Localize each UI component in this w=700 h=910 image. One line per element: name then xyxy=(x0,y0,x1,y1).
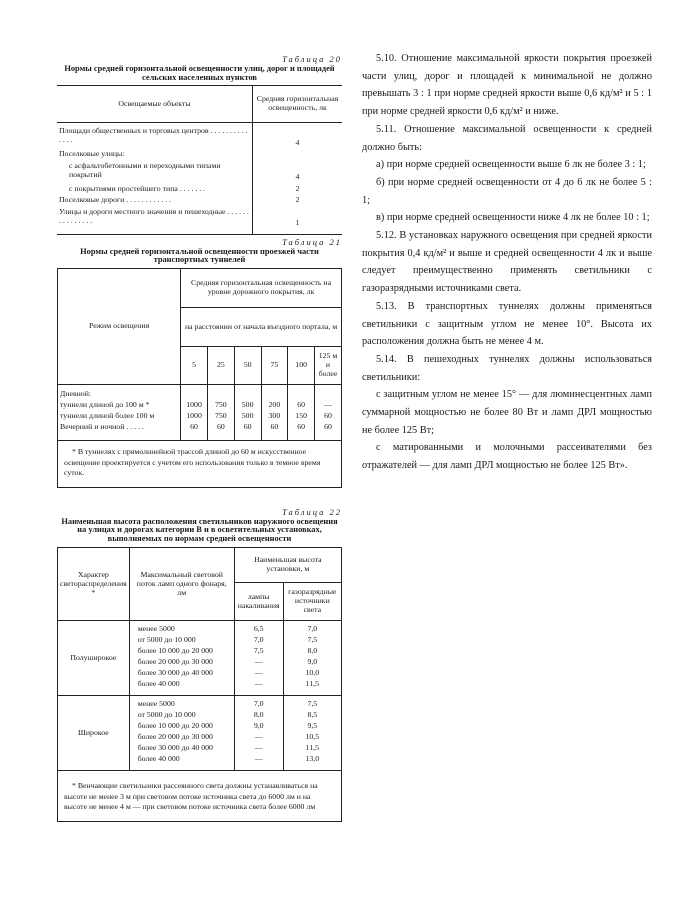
table21-value: — xyxy=(324,400,332,410)
table22-incand: — xyxy=(254,743,263,753)
paragraph-5-11-a: а) при норме средней освещенности выше 6 лк не более 3 : 1; xyxy=(376,159,646,171)
table21-title: Нормы средней горизонтальной освещенности проезжей части транспортных туннелей xyxy=(80,246,319,265)
left-column xyxy=(57,55,342,822)
table22-title: Наименьшая высота расположения светильников наружного освещения на улицах и дорогах категории В и в осветительных установках, выполняемых по нормам средней освещенности xyxy=(61,516,338,544)
table22-incand: — xyxy=(254,754,263,764)
table21-value: 300 xyxy=(268,411,281,421)
table21-value: 60 xyxy=(216,422,225,432)
paragraph-5-14: 5.14. В пешеходных туннелях должны использоваться светильники: xyxy=(362,353,652,383)
table21 xyxy=(57,268,342,441)
table22-gas: 9,5 xyxy=(307,721,318,731)
table22-incand: 7,5 xyxy=(253,646,264,656)
paragraph-5-12: 5.12. В установках наружного освещения при средней яркости покрытия 0,4 кд/м² и выше и средней освещенности 4 лк и выше следует преимущественно применять светильники с газоразрядными источниками света. xyxy=(362,230,652,295)
table20-row-label: Площади общественных и торговых центров . . . . . . . . . . . . . . xyxy=(59,126,248,145)
table20-values xyxy=(253,123,343,235)
table21-value: 60 xyxy=(297,422,306,432)
table21-value: 60 xyxy=(190,422,198,432)
table22-flux: более 40 000 xyxy=(137,754,180,764)
table20-row-label: Улицы и дороги местного значения и пешеходные . . . . . . . . . . . . . . . xyxy=(59,206,249,225)
table22-gas: 13,0 xyxy=(305,754,320,764)
table20-row-value: 2 xyxy=(295,195,300,205)
paragraph-5-11: 5.11. Отношение максимальной освещенности к средней должно быть: xyxy=(362,123,652,153)
table22-incand-list xyxy=(234,696,283,771)
table20-row-value xyxy=(255,150,340,162)
table22-flux: более 20 000 до 30 000 xyxy=(137,657,213,667)
table20-row-value: 1 xyxy=(295,218,300,228)
table21-caption: Таблица 21 xyxy=(282,236,342,247)
table22-gas: 7,5 xyxy=(307,699,318,709)
table22-caption: Таблица 22 xyxy=(282,506,342,517)
table22-gas: 7,5 xyxy=(307,635,318,645)
table20-row-value: 2 xyxy=(295,183,300,193)
table22-flux-list xyxy=(129,696,234,771)
table22-flux: более 30 000 до 40 000 xyxy=(137,743,213,753)
table21-value: 750 xyxy=(215,400,227,410)
table20-row-label: Поселковые улицы: xyxy=(59,149,125,159)
table22-group-name: Широкое xyxy=(58,696,130,771)
table21-value: 1000 xyxy=(186,400,202,410)
table22-incand: 6,5 xyxy=(253,624,264,634)
table21-value: 150 xyxy=(295,411,307,421)
table22-incand: — xyxy=(254,732,263,742)
table22-incand: — xyxy=(254,668,263,678)
table22-gas-list xyxy=(283,696,341,771)
table22-flux: менее 5000 xyxy=(137,699,175,709)
table22-col-char: Характер светораспределения * xyxy=(58,548,130,621)
paragraph-5-11-c: в) при норме средней освещенности ниже 4 лк не более 10 : 1; xyxy=(376,212,650,224)
table22-flux: от 5000 до 10 000 xyxy=(137,635,196,645)
table21-value: 500 xyxy=(241,400,254,410)
table22-incand: — xyxy=(254,657,263,667)
paragraph-5-11-b: б) при норме средней освещенности от 4 до 6 лк не более 5 : 1; xyxy=(362,176,652,206)
table20-col-norm: Средняя горизонтальная освещенность, лк xyxy=(253,86,343,123)
table22-incand-list xyxy=(234,621,283,696)
table22-note: * Венчающие светильники рассеянного света должны устанавливаться на высоте не менее 3 м при световом потоке источника света до 6000 лм и на высоте не менее 4 м — при световом потоке источника света более 6000 лм xyxy=(57,771,342,822)
table22-flux: более 20 000 до 30 000 xyxy=(137,732,213,742)
table20 xyxy=(57,85,342,235)
right-column xyxy=(362,50,652,475)
table22-gas: 11,5 xyxy=(305,679,319,689)
table22-gas: 7,0 xyxy=(307,624,318,634)
table21-value: 1000 xyxy=(186,411,202,421)
table21-mode: Дневной: xyxy=(60,389,92,399)
table20-row-label: с покрытиями простейшего типа . . . . . . . xyxy=(69,183,206,193)
table22-flux: более 30 000 до 40 000 xyxy=(137,668,213,678)
table22-group-name: Полуширокое xyxy=(58,621,130,696)
table21-value: 60 xyxy=(270,422,279,432)
table21-value: 60 xyxy=(297,400,306,410)
table21-value: 200 xyxy=(268,400,281,410)
table22-incand: — xyxy=(254,679,263,689)
table22-incand: 9,0 xyxy=(253,721,264,731)
table22-flux: от 5000 до 10 000 xyxy=(137,710,196,720)
table21-col-avg: Средняя горизонтальная освещенность на уровне дорожного покрытия, лк xyxy=(181,269,342,308)
table20-row-label: Поселковые дороги . . . . . . . . . . . . xyxy=(59,195,172,205)
table21-col-dist: на расстоянии от начала въездного портала, м xyxy=(181,308,342,347)
table21-mode: туннели длиной более 100 м xyxy=(60,411,155,421)
table22-gas: 8,0 xyxy=(307,646,318,656)
table22-gas: 9,0 xyxy=(307,657,318,667)
table21-dist: 75 xyxy=(261,347,288,385)
table22-gas: 11,5 xyxy=(305,743,319,753)
table22-incand: 8,0 xyxy=(253,710,264,720)
table21-value: 60 xyxy=(324,411,332,421)
paragraph-5-14-b: с матированными и молочными рассеивателями без отражателей — для ламп ДРЛ мощностью не более 125 Вт». xyxy=(362,442,652,472)
table22-gas: 10,0 xyxy=(305,668,320,678)
table20-caption: Таблица 20 xyxy=(282,54,342,64)
table22-col-flux: Максимальный световой поток ламп одного фонаря, лм xyxy=(129,548,234,621)
table21-value: 500 xyxy=(241,411,254,421)
table21-note: * В туннелях с прямолинейной трассой длиной до 60 м искусственное освещение проектируется с учетом его использования только в темное время суток. xyxy=(57,441,342,488)
table21-dist: 50 xyxy=(234,347,261,385)
table21-value: 60 xyxy=(324,422,332,432)
table22-col-height: Наименьшая высота установки, м xyxy=(234,548,341,583)
table21-col-mode: Режим освещения xyxy=(58,269,181,385)
table21-mode: туннели длиной до 100 м * xyxy=(60,400,150,410)
table22-flux-list xyxy=(129,621,234,696)
table22-flux: более 40 000 xyxy=(137,679,180,689)
table22-incand: 7,0 xyxy=(253,699,264,709)
table22-col-gas: газоразрядные источники света xyxy=(283,583,341,621)
table22-flux: более 10 000 до 20 000 xyxy=(137,721,213,731)
table22 xyxy=(57,547,342,771)
table22-gas: 10,5 xyxy=(305,732,320,742)
table21-dist: 5 xyxy=(181,347,208,385)
table22-flux: более 10 000 до 20 000 xyxy=(137,646,213,656)
table21-value: 750 xyxy=(215,411,227,421)
table20-row-value: 4 xyxy=(295,137,300,147)
table20-objects xyxy=(57,123,253,235)
table22-flux: менее 5000 xyxy=(137,624,175,634)
table20-row-value: 4 xyxy=(295,172,300,182)
table22-gas-list xyxy=(283,621,341,696)
table21-value: 60 xyxy=(243,422,252,432)
table22-gas: 8,5 xyxy=(307,710,318,720)
table20-title: Нормы средней горизонтальной освещенности улиц, дорог и площадей сельских населенных пунктов xyxy=(64,63,335,82)
paragraph-5-13: 5.13. В транспортных туннелях должны применяться светильники с защитным углом не менее 10°. Высота их расположения должна быть не менее 4 м. xyxy=(362,300,652,348)
paragraph-5-14-a: с защитным углом не менее 15° — для люминесцентных ламп суммарной мощностью не более 80 Вт и ламп ДРЛ мощностью не более 125 Вт; xyxy=(362,389,652,436)
table21-mode: Вечерний и ночной . . . . . xyxy=(60,422,144,432)
paragraph-5-10: 5.10. Отношение максимальной яркости покрытия проезжей части улиц, дорог и площадей к минимальной не должно превышать 3 : 1 при норме средней яркости выше 0,6 кд/м² и 5 : 1 при норме средней яркости 0,6 кд/м² и ниже. xyxy=(362,53,652,118)
table21-modes xyxy=(58,385,181,441)
table20-row-label: с асфальтобетонными и переходными типами покрытий xyxy=(69,160,221,179)
table22-col-incand: лампы накаливания xyxy=(234,583,283,621)
table20-col-objects: Освещаемые объекты xyxy=(57,86,253,123)
table22-incand: 7,0 xyxy=(253,635,264,645)
table21-dist: 100 xyxy=(288,347,315,385)
table21-dist: 25 xyxy=(207,347,234,385)
table21-dist: 125 м и более xyxy=(315,347,342,385)
